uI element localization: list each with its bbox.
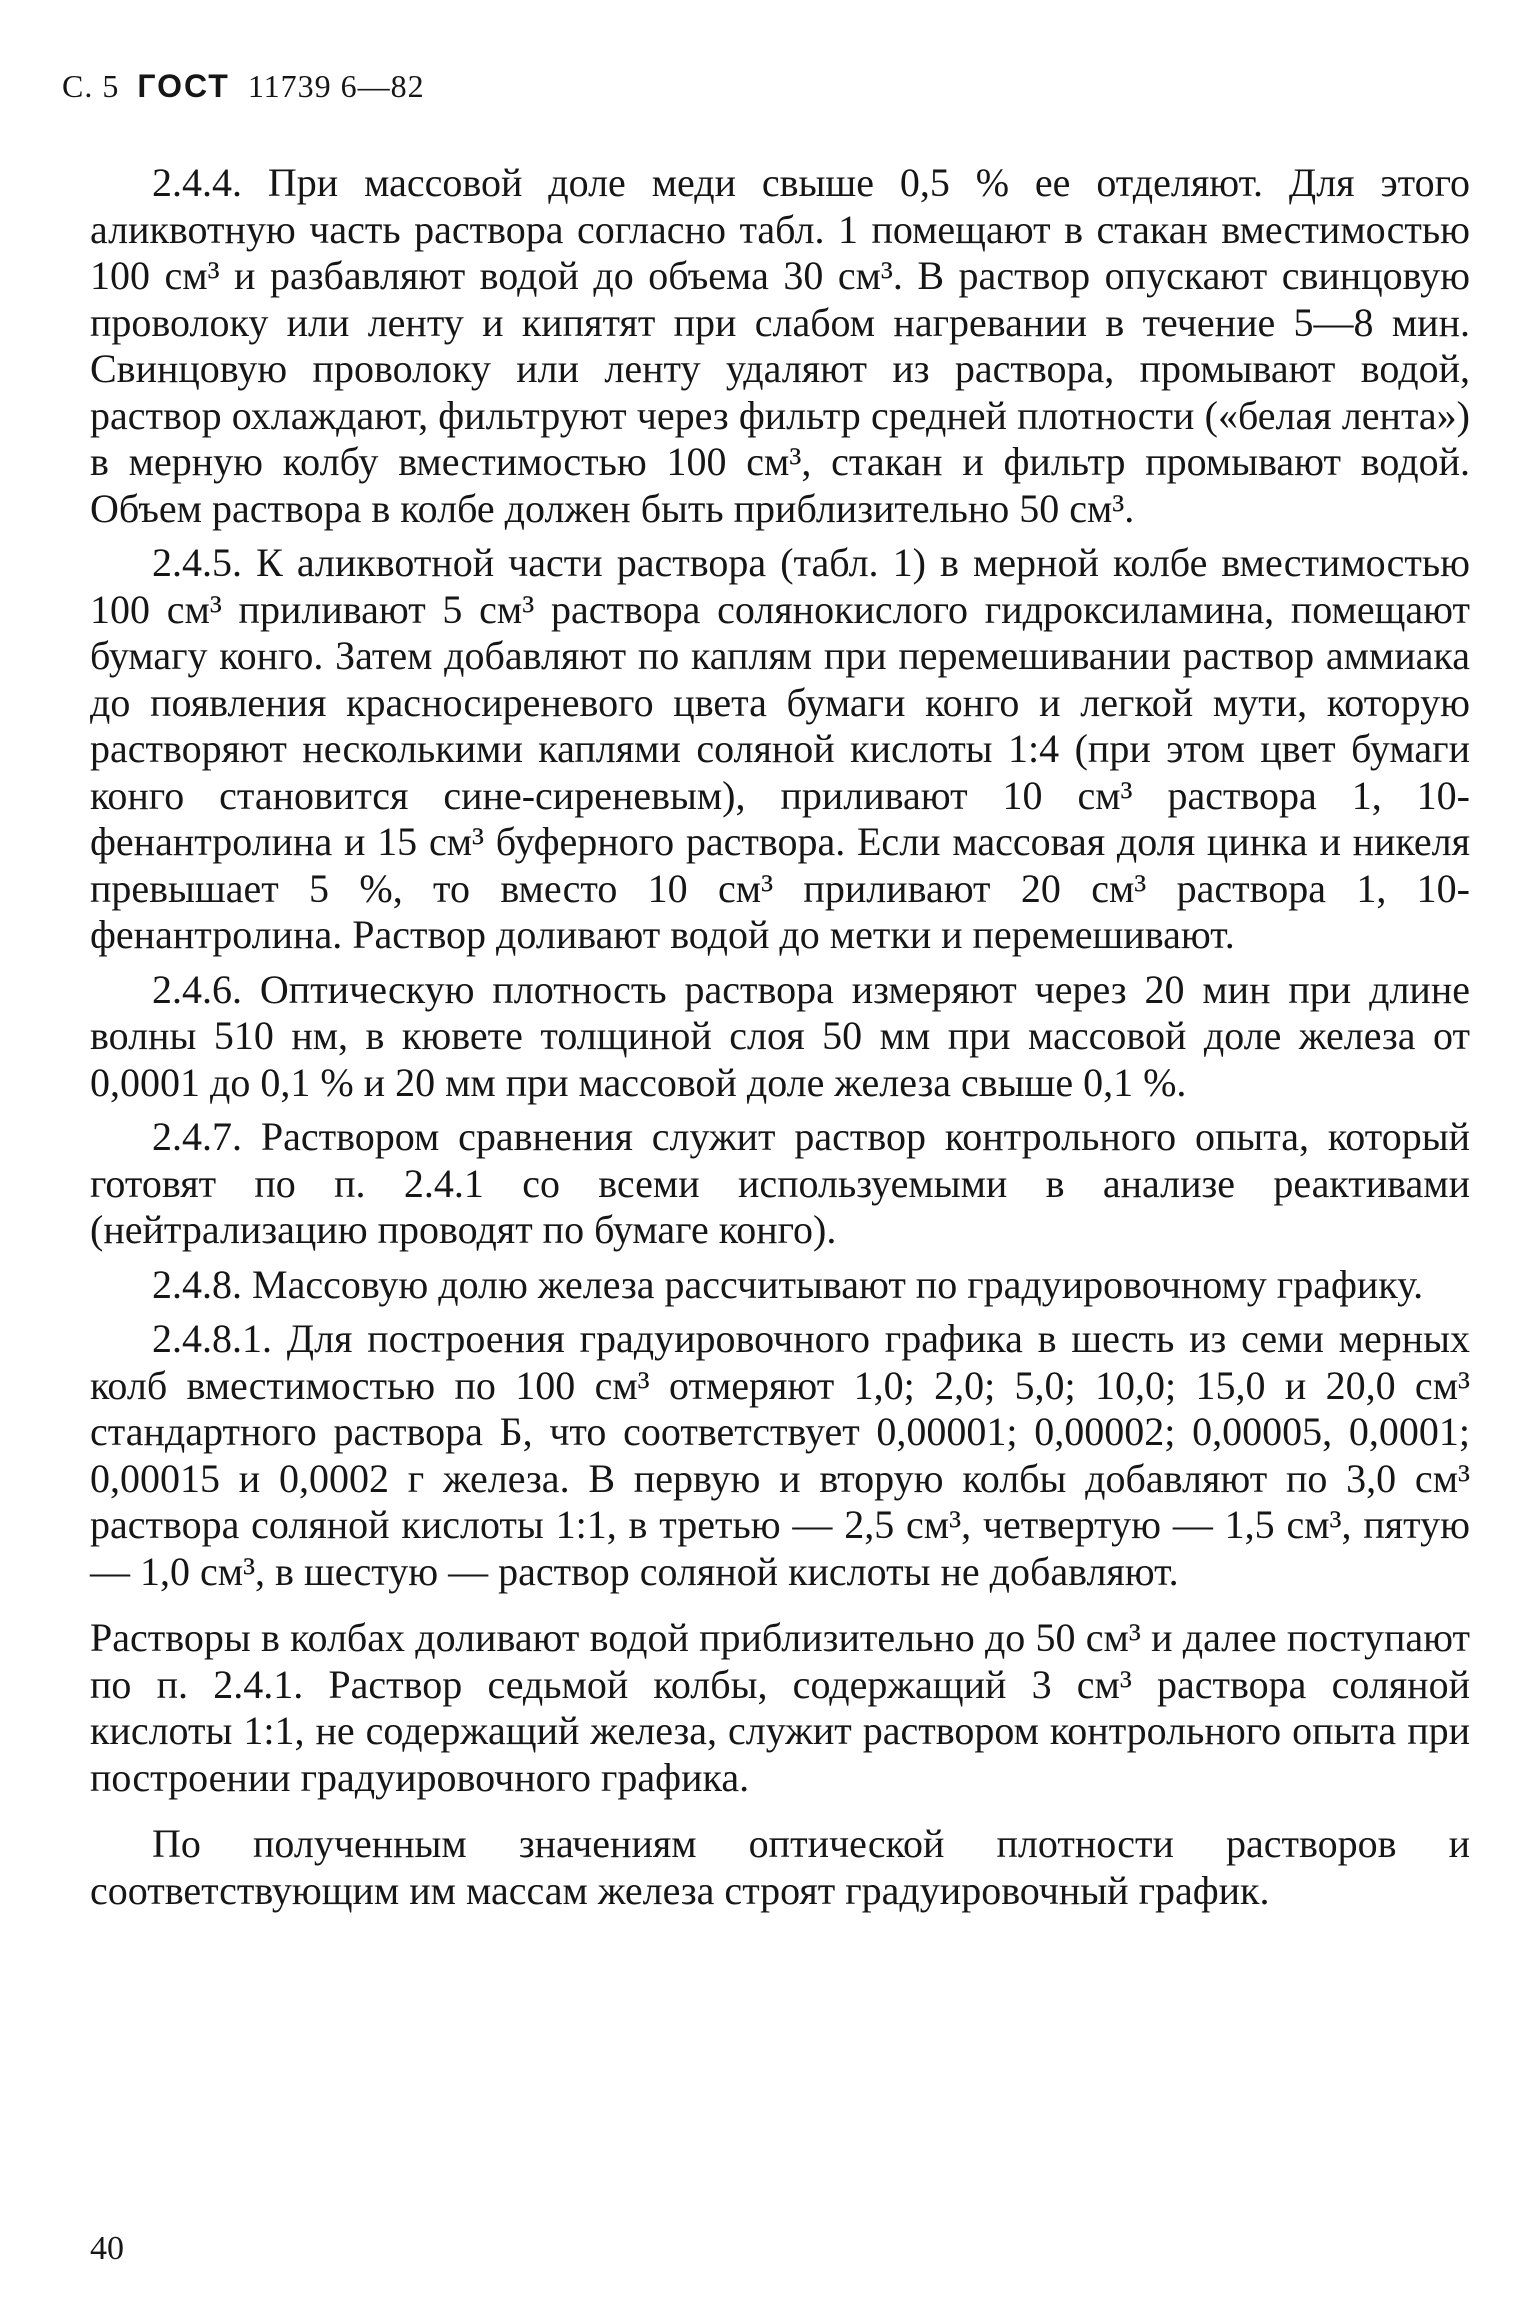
page-reference: С. 5	[62, 68, 120, 104]
page-number: 40	[90, 2230, 124, 2267]
paragraph-2-4-4: 2.4.4. При массовой доле меди свыше 0,5 % ее отделяют. Для этого аликвотную часть раствора согласно табл. 1 помещают в стакан вместимостью 100 см³ и разбавляют водой до объема 30 см³. В раствор опускают свинцовую проволоку или ленту и кипятят при слабом нагревании в течение 5—8 мин. Свинцовую проволоку или ленту удаляют из раствора, промывают водой, раствор охлаждают, фильтруют через фильтр средней плотности («белая лента») в мерную колбу вместимостью 100 см³, стакан и фильтр промывают водой. Объем раствора в колбе должен быть приблизительно 50 см³.	[90, 160, 1470, 531]
paragraph-calibration-graph: По полученным значениям оптической плотности растворов и соответствующим им массам железа строят градуировочный график.	[90, 1821, 1470, 1913]
paragraph-2-4-7: 2.4.7. Раствором сравнения служит раствор контрольного опыта, который готовят по п. 2.4.1 со всеми используемыми в анализе реактивами (нейтрализацию проводят по бумаге конго).	[90, 1114, 1470, 1252]
paragraph-2-4-8: 2.4.8. Массовую долю железа рассчитывают по градуировочному графику.	[152, 1261, 1424, 1307]
paragraph-solutions-in-flasks: Растворы в колбах доливают водой приблизительно до 50 см³ и далее поступают по п. 2.4.1. Раствор седьмой колбы, содержащий 3 см³ раствора соляной кислоты 1:1, не содержащий железа, служит раствором контрольного опыта при построении градуировочного графика.	[90, 1615, 1470, 1800]
running-header	[62, 68, 425, 105]
paragraph-2-4-8-1: 2.4.8.1. Для построения градуировочного графика в шесть из семи мерных колб вместимостью по 100 см³ отмеряют 1,0; 2,0; 5,0; 10,0; 15,0 и 20,0 см³ стандартного раствора Б, что соответствует 0,00001; 0,00002; 0,00005, 0,0001; 0,00015 и 0,0002 г железа. В первую и вторую колбы добавляют по 3,0 см³ раствора соляной кислоты 1:1, в третью — 2,5 см³, четвертую — 1,5 см³, пятую — 1,0 см³, в шестую — раствор соляной кислоты не добавляют.	[90, 1316, 1470, 1594]
paragraph-2-4-6: 2.4.6. Оптическую плотность раствора измеряют через 20 мин при длине волны 510 нм, в кювете толщиной слоя 50 мм при массовой доле железа от 0,0001 до 0,1 % и 20 мм при массовой доле железа свыше 0,1 %.	[90, 966, 1470, 1105]
body-text	[90, 160, 1470, 1922]
paragraph-2-4-5: 2.4.5. К аликвотной части раствора (табл. 1) в мерной колбе вместимостью 100 см³ приливают 5 см³ раствора солянокислого гидроксиламина, помещают бумагу конго. Затем добавляют по каплям при перемешивании раствор аммиака до появления красносиреневого цвета бумаги конго и легкой мути, которую растворяют несколькими каплями соляной кислоты 1:4 (при этом цвет бумаги конго становится сине-сиреневым), приливают 10 см³ раствора 1, 10-фенантролина и 15 см³ буферного раствора. Если массовая доля цинка и никеля превышает 5 %, то вместо 10 см³ приливают 20 см³ раствора 1, 10-фенантролина. Раствор доливают водой до метки и перемешивают.	[90, 540, 1470, 957]
gost-label: ГОСТ	[137, 68, 230, 104]
standard-number: 11739 6—82	[247, 68, 425, 104]
